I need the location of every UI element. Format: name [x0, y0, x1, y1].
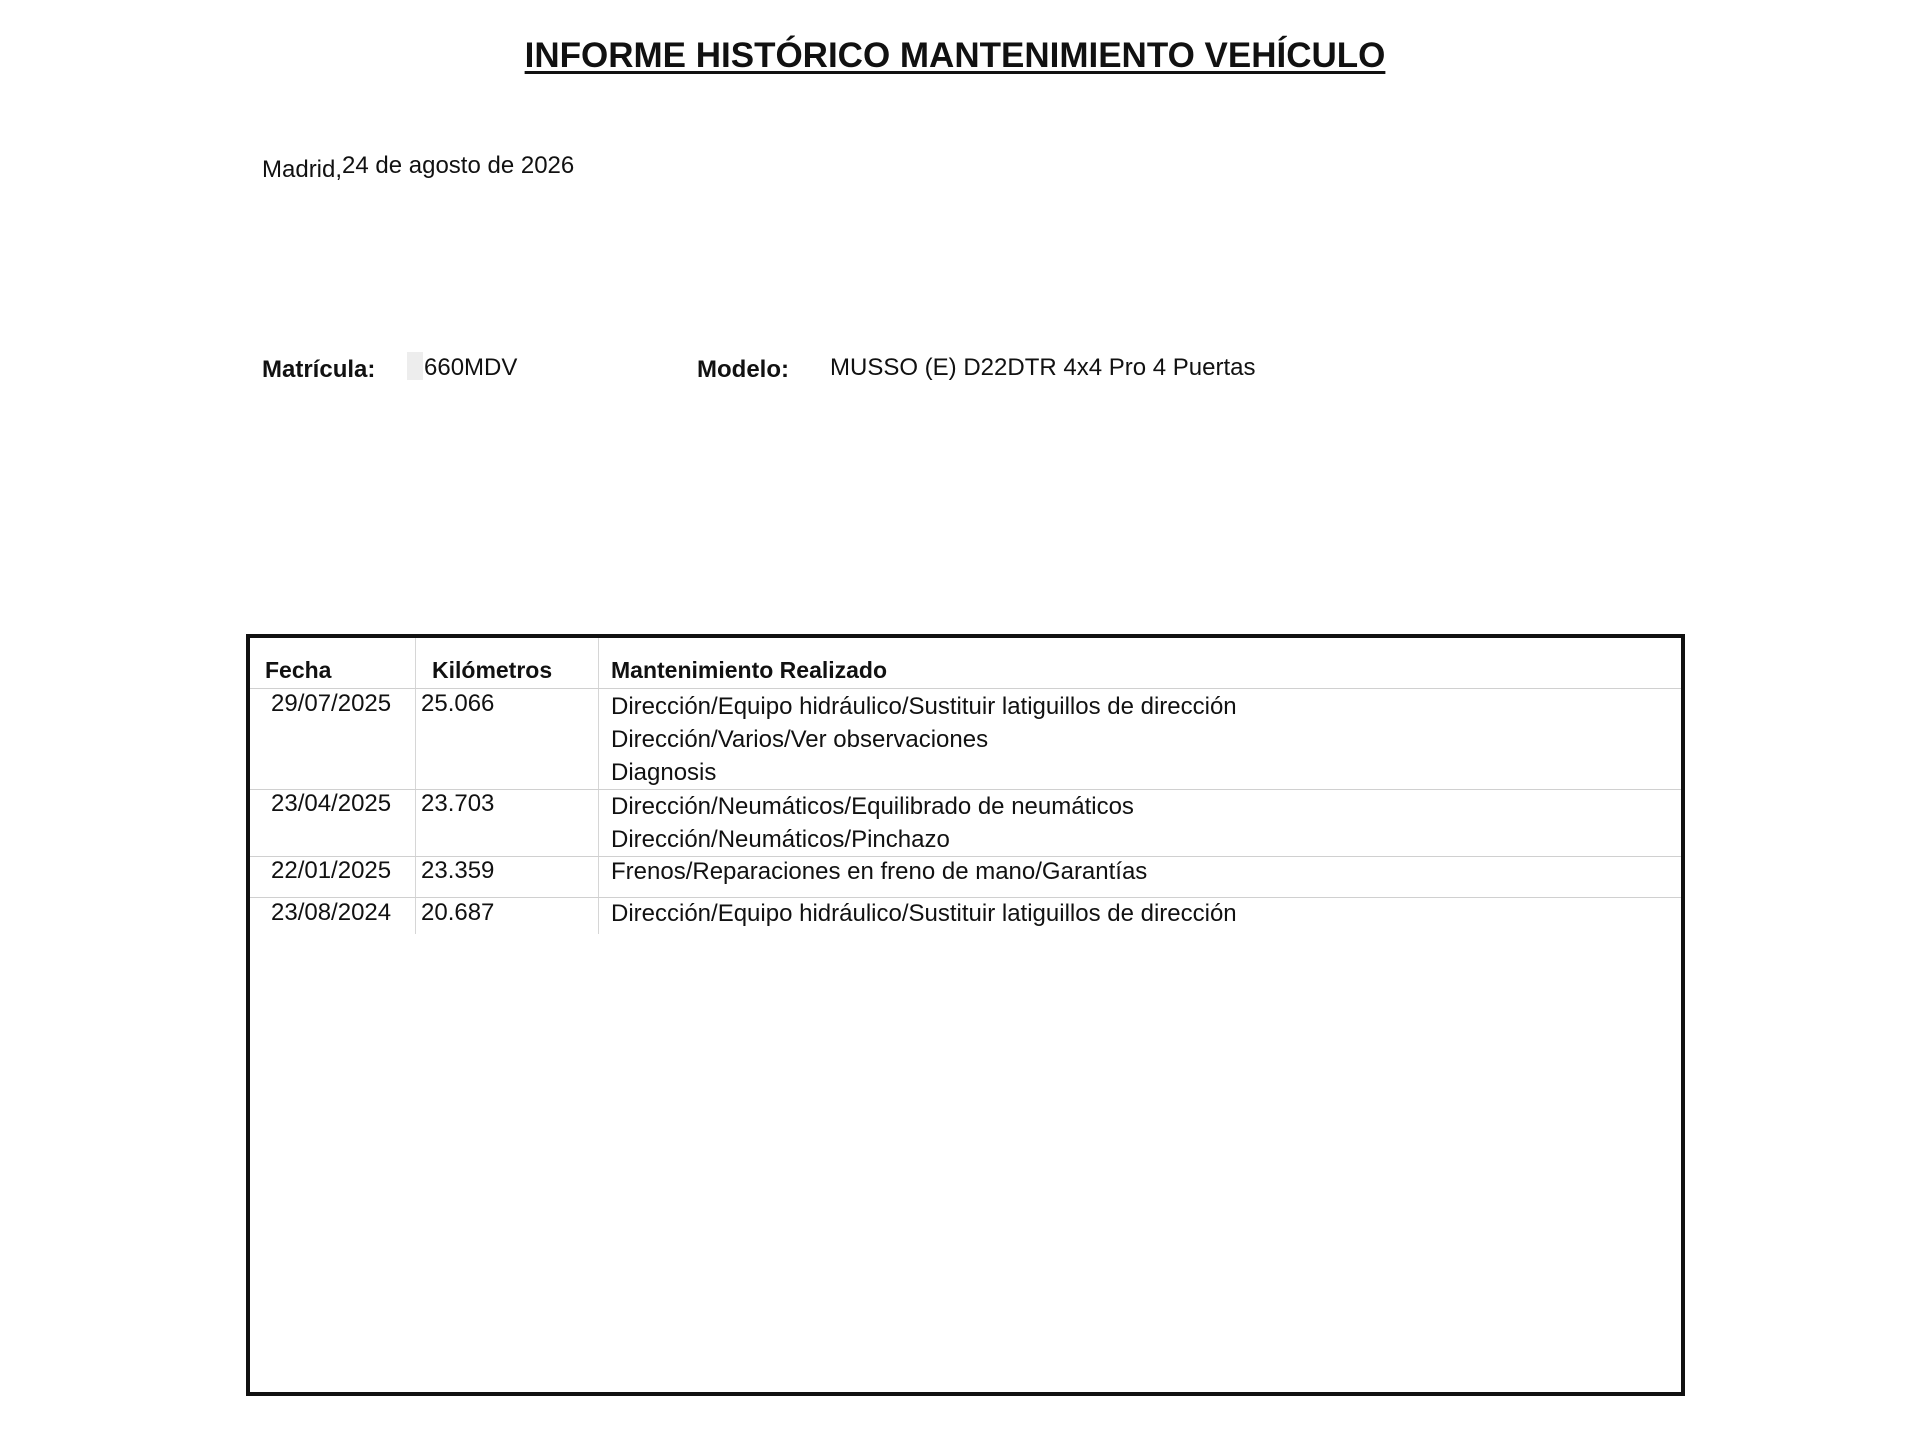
- plate-value: 660MDV: [424, 354, 518, 381]
- column-separator: [415, 638, 416, 934]
- row-4-tasks: [611, 897, 1237, 930]
- row-1-tasks: [611, 690, 1237, 789]
- task-item: Diagnosis: [611, 759, 717, 786]
- task-item: Frenos/Reparaciones en freno de mano/Garantías: [611, 858, 1148, 885]
- report-date: 24 de agosto de 2026: [342, 152, 575, 179]
- plate-highlight: [407, 352, 423, 380]
- row-4-km: 20.687: [421, 899, 495, 926]
- task-item: Dirección/Neumáticos/Equilibrado de neumáticos: [611, 793, 1134, 820]
- model-label: Modelo:: [697, 356, 789, 383]
- city: Madrid,: [262, 156, 343, 183]
- row-3-tasks: [611, 855, 1147, 888]
- report-title: INFORME HISTÓRICO MANTENIMIENTO VEHÍCULO: [524, 36, 1386, 75]
- header-date: Fecha: [265, 657, 332, 683]
- header-maintenance: Mantenimiento Realizado: [611, 657, 888, 683]
- header-row-separator: [250, 688, 1681, 689]
- row-1-km: 25.066: [421, 690, 495, 717]
- row-3-date: 22/01/2025: [271, 857, 392, 884]
- row-2-km: 23.703: [421, 790, 495, 817]
- plate-label: Matrícula:: [262, 356, 376, 383]
- model-value: MUSSO (E) D22DTR 4x4 Pro 4 Puertas: [830, 354, 1256, 381]
- column-separator: [598, 638, 599, 934]
- task-item: Dirección/Equipo hidráulico/Sustituir latiguillos de dirección: [611, 900, 1237, 927]
- place-date-line: [262, 152, 575, 183]
- task-item: Dirección/Neumáticos/Pinchazo: [611, 826, 950, 853]
- header-km: Kilómetros: [432, 657, 553, 683]
- maintenance-table: [246, 634, 1685, 1396]
- task-item: Dirección/Equipo hidráulico/Sustituir latiguillos de dirección: [611, 693, 1237, 720]
- row-2-date: 23/04/2025: [271, 790, 392, 817]
- row-2-tasks: [611, 790, 1134, 856]
- row-1-date: 29/07/2025: [271, 690, 392, 717]
- task-item: Dirección/Varios/Ver observaciones: [611, 726, 989, 753]
- row-4-date: 23/08/2024: [271, 899, 392, 926]
- row-3-km: 23.359: [421, 857, 495, 884]
